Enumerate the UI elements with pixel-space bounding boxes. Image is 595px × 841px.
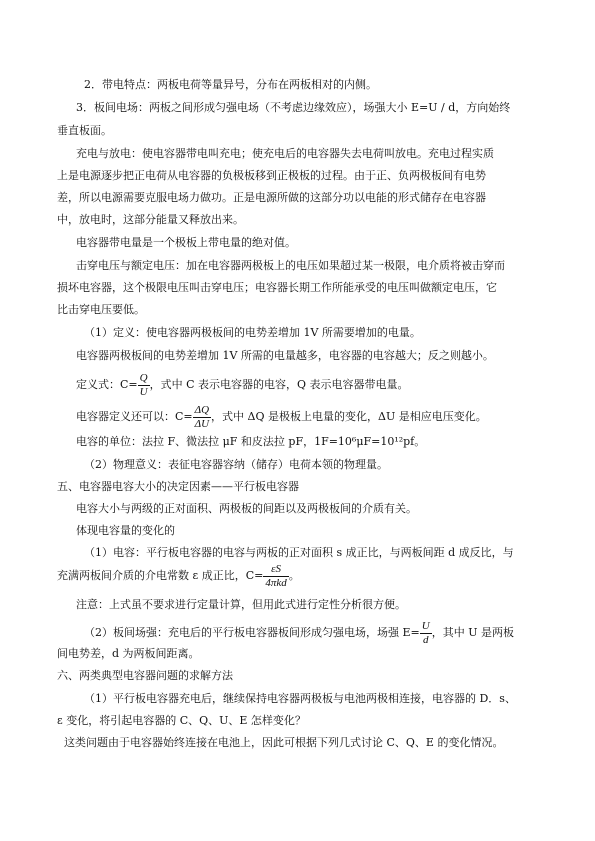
fraction-q-over-u [138, 372, 150, 399]
formula-line-field [84, 618, 514, 648]
formula-line-delta [76, 402, 487, 432]
text-line: （1）定义：使电容器两极板间的电势差增加 1V 所需要增加的电量。 [84, 326, 421, 339]
formula-prefix: 定义式：C= [76, 378, 138, 391]
formula-suffix: ，式中 ΔQ 是极板上电量的变化，ΔU 是相应电压变化。 [211, 410, 487, 423]
text-line: 中，放电时，这部分能量又释放出来。 [57, 213, 244, 226]
formula-line-plate [57, 561, 300, 591]
fraction-epsilon-s-over-4pikd [263, 563, 288, 590]
fraction-numerator: ΔQ [194, 403, 210, 416]
fraction-numerator: U [421, 619, 430, 632]
fraction-denominator: d [420, 633, 432, 647]
text-line: 电容器带电量是一个极板上带电量的绝对值。 [76, 236, 296, 249]
section-heading: 六、两类典型电容器问题的求解方法 [57, 669, 233, 682]
formula-line-definition [76, 370, 409, 400]
text-line: 注意：上式虽不要求进行定量计算，但用此式进行定性分析很方便。 [76, 598, 406, 611]
text-line: 电容器两极板间的电势差增加 1V 所需的电量越多，电容器的电容越大；反之则越小。 [76, 349, 494, 362]
text-line: 3．板间电场：两板之间形成匀强电场（不考虑边缘效应），场强大小 E=U / d，方向始终 [76, 101, 511, 114]
fraction-denominator: ΔU [194, 417, 210, 430]
text-line: （1）平行板电容器充电后，继续保持电容器两极板与电池两极相连接，电容器的 D．s、 [84, 692, 516, 705]
text-line: 差，所以电源需要克服电场力做功。正是电源所做的这部分功以电能的形式储存在电容器 [57, 191, 486, 204]
text-line: 电容大小与两级的正对面积、两极板的间距以及两极板间的介质有关。 [76, 502, 417, 515]
text-line: 体现电容量的变化的 [76, 524, 175, 537]
section-heading: 五、电容器电容大小的决定因素——平行板电容器 [57, 480, 299, 493]
text-line: （1）电容：平行板电容器的电容与两板的正对面积 s 成正比，与两板间距 d 成反比，与 [84, 546, 514, 559]
text-line: 这类问题由于电容器始终连接在电池上，因此可根据下列几式讨论 C、Q、E 的变化情况。 [64, 736, 504, 749]
text-line: 垂直板面。 [57, 124, 112, 137]
fraction-numerator: Q [139, 371, 148, 384]
formula-suffix: 。 [288, 569, 300, 582]
text-line: 上是电源逐步把正电荷从电容器的负极板移到正极板的过程。由于正、负两极板间有电势 [57, 169, 486, 182]
text-line: 电容的单位：法拉 F、微法拉 μF 和皮法拉 pF，1F=10⁶μF=10¹²pf。 [76, 435, 426, 448]
text-line: 2．带电特点：两板电荷等量异号，分布在两板相对的内侧。 [84, 78, 377, 91]
formula-suffix: ，式中 C 表示电容器的电容，Q 表示电容器带电量。 [149, 378, 409, 391]
formula-suffix: ，其中 U 是两板 [431, 626, 514, 639]
text-line: （2）物理意义：表征电容器容纳（储存）电荷本领的物理量。 [84, 458, 388, 471]
fraction-numerator: εS [271, 562, 281, 575]
text-line: 间电势差，d 为两板间距离。 [57, 647, 200, 660]
formula-prefix: 电容器定义还可以：C= [76, 410, 193, 423]
text-line: ε 变化，将引起电容器的 C、Q、U、E 怎样变化？ [57, 714, 306, 727]
fraction-deltaq-over-deltau [193, 404, 211, 431]
formula-prefix: （2）板间场强：充电后的平行板电容器板间形成匀强电场，场强 E= [84, 626, 420, 639]
text-line: 充电与放电：使电容器带电叫充电；使充电后的电容器失去电荷叫放电。充电过程实质 [76, 147, 494, 160]
formula-prefix: 充满两板间介质的介电常数 ε 成正比，C= [57, 569, 264, 582]
fraction-denominator: 4πkd [265, 576, 287, 589]
text-line: 损坏电容器，这个极限电压叫击穿电压；电容器长期工作所能承受的电压叫做额定电压，它 [57, 281, 497, 294]
fraction-denominator: U [139, 385, 148, 398]
fraction-u-over-d [420, 620, 432, 647]
text-line: 击穿电压与额定电压：加在电容器两极板上的电压如果超过某一极限，电介质将被击穿而 [76, 259, 505, 272]
text-line: 比击穿电压要低。 [57, 303, 145, 316]
